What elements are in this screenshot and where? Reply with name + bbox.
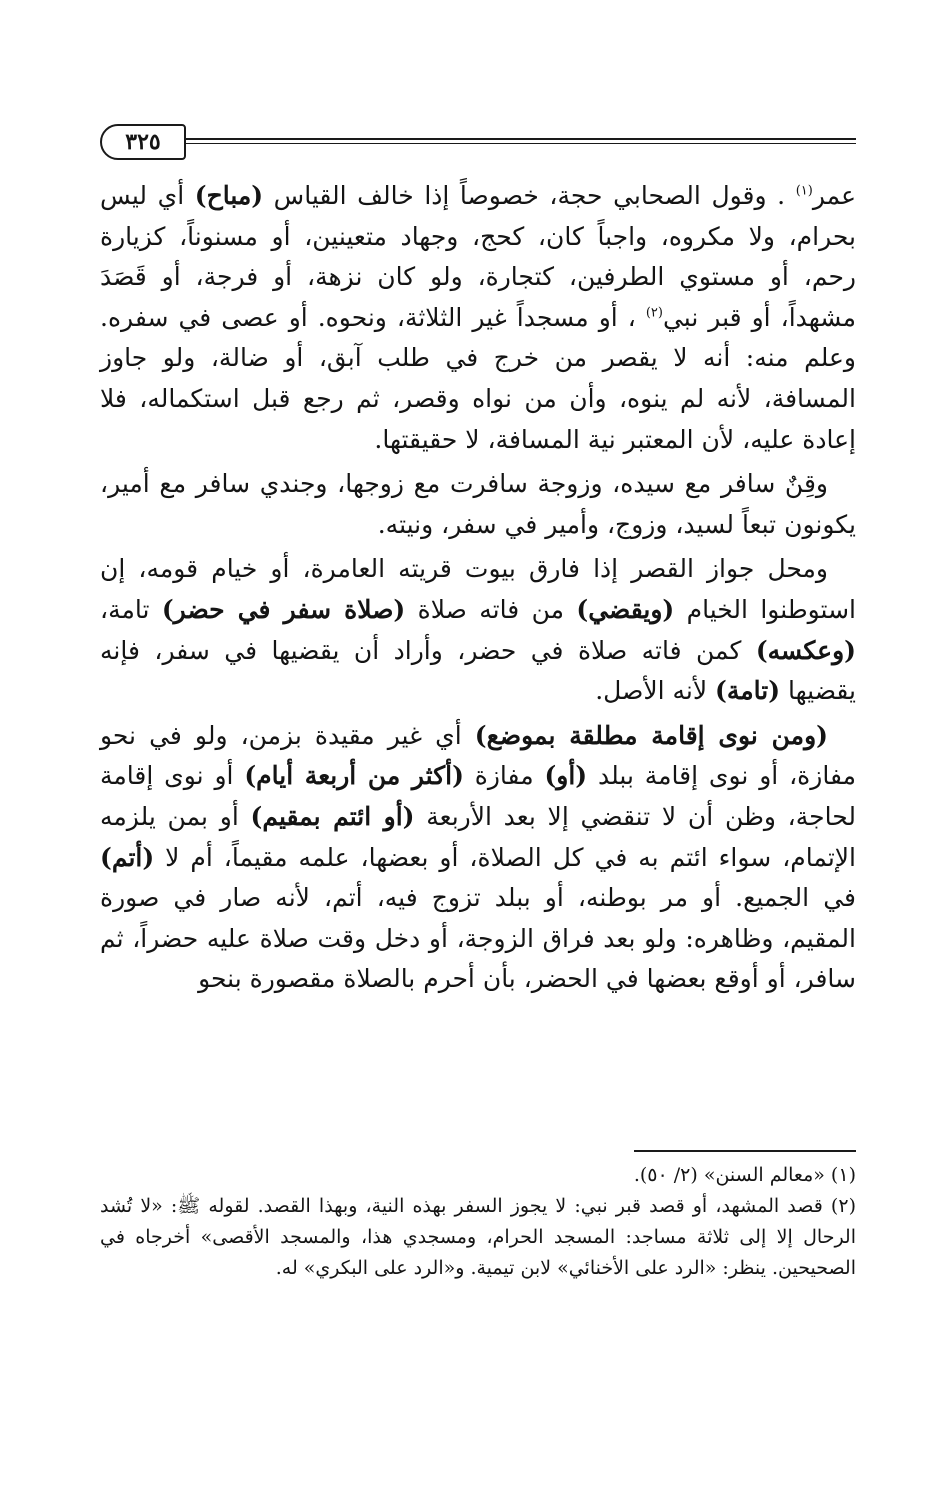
text-run: في الجميع. أو مر بوطنه، أو ببلد تزوج فيه، أتم، لأنه صار في صورة المقيم، وظاهره: ولو بعد فراق الزوجة، أو دخل وقت صلاة عليه حضراً، ثم سافر، أو أوقع بعضها في الحضر، بأن أحرم بالصلاة مقصورة بنحو bbox=[100, 883, 856, 994]
bold-term: (مباح) bbox=[194, 181, 264, 210]
text-run: تامة، bbox=[100, 594, 162, 624]
text-run: كمن فاته صلاة في حضر، وأراد أن يقضيها في سفر، فإنه يقضيها bbox=[100, 635, 856, 706]
bold-term: (أتم) bbox=[100, 842, 155, 872]
footnote-ref-2[interactable]: (٢) bbox=[645, 305, 663, 321]
text-run: . وقول الصحابي حجة، خصوصاً إذا خالف القياس bbox=[263, 181, 796, 210]
text-run: لأنه الأصل. bbox=[595, 676, 716, 706]
page-number: ٣٢٥ bbox=[100, 124, 186, 160]
paragraph-4 bbox=[100, 716, 856, 1000]
footnote-ref-1[interactable]: (١) bbox=[795, 183, 813, 199]
bold-term: (تامة) bbox=[715, 676, 781, 706]
text-run: وقِنٌ سافر مع سيده، وزوجة سافرت مع زوجها، وجندي سافر مع أمير، يكونون تبعاً لسيد، وزوج، وأمير في سفر، ونيته. bbox=[100, 469, 856, 539]
text-run: أي ليس بحرام، ولا مكروه، واجباً كان، كحج، وجهاد متعينين، أو مسنوناً، كزيارة رحم، أو مستوي الطرفين، كتجارة، ولو كان نزهة، أو فرجة، أو قَصَدَ مشهداً، أو قبر نبي bbox=[100, 181, 856, 332]
page-header bbox=[100, 124, 856, 160]
bold-term: (أو ائتم بمقيم) bbox=[250, 801, 415, 831]
footnote-2: (٢) قصد المشهد، أو قصد قبر نبي: لا يجوز السفر بهذه النية، وبهذا القصد. لقوله ﷺ: «لا تُشد الرحال إلا إلى ثلاثة مساجد: المسجد الحرام، ومسجدي هذا، والمسجد الأقصى» أخرجاه في الصحيحين. ينظر: «الرد على الأخنائي» لابن تيمية. و«الرد على البكري» له. bbox=[100, 1195, 856, 1279]
paragraph-3 bbox=[100, 549, 856, 711]
bold-term: (ومن نوى إقامة مطلقة بموضع) bbox=[474, 720, 828, 750]
text-run: مفازة bbox=[463, 761, 545, 791]
text-run: ومحل جواز القصر إذا فارق بيوت قريته العامرة، أو خيام قومه، إن استوطنوا الخيام bbox=[100, 554, 856, 624]
footnote-separator bbox=[634, 1150, 856, 1152]
bold-term: (أكثر من أربعة أيام) bbox=[244, 761, 464, 791]
bold-term: (ويقضي) bbox=[576, 594, 675, 624]
header-rule bbox=[180, 138, 856, 144]
footnotes bbox=[100, 1160, 856, 1284]
bold-term: (وعكسه) bbox=[755, 635, 856, 665]
bold-term: (صلاة سفر في حضر) bbox=[161, 594, 406, 624]
text-run: أي غير مقيدة بزمن، ولو في نحو مفازة، أو نوى إقامة ببلد bbox=[100, 720, 856, 791]
main-text bbox=[100, 176, 856, 1004]
paragraph-2 bbox=[100, 464, 856, 545]
text-run: ، أو مسجداً غير الثلاثة، ونحوه. أو عصى في سفره. وعلم منه: أنه لا يقصر من خرج في طلب آبق، أو ضالة، ولو جاوز المسافة، لأنه لم ينوه، وأن من نواه وقصر، ثم رجع قبل استكماله، فلا إعادة عليه، لأن المعتبر نية المسافة، لا حقيقتها. bbox=[100, 302, 856, 454]
text-run: من فاته صلاة bbox=[405, 594, 577, 624]
paragraph-1 bbox=[100, 176, 856, 460]
text-run: أو بمن يلزمه الإتمام، سواء ائتم به في كل الصلاة، أو بعضها، علمه مقيماً، أم لا bbox=[100, 801, 856, 872]
text-run: أو نوى إقامة لحاجة، وظن أن لا تنقضي إلا بعد الأربعة bbox=[100, 761, 856, 831]
text-run: عمر bbox=[812, 181, 856, 210]
footnote-1: (١) «معالم السنن» (٢/ ٥٠). bbox=[633, 1164, 856, 1186]
bold-term: (أو) bbox=[544, 761, 588, 791]
